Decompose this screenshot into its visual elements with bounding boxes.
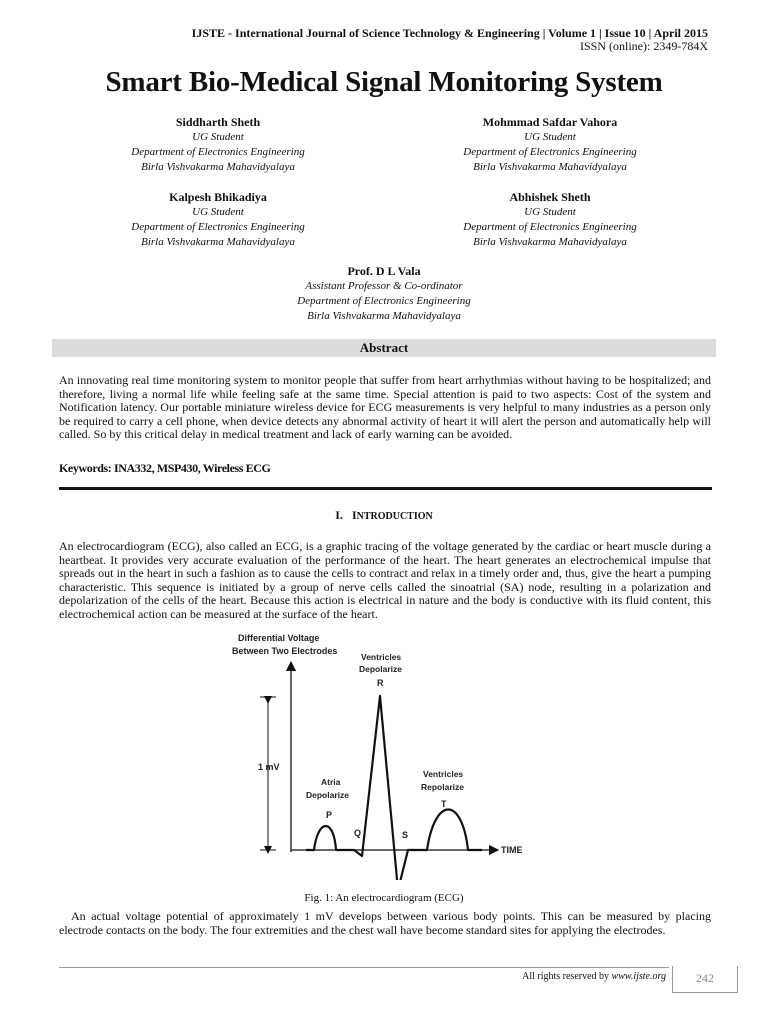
issn: ISSN (online): 2349-784X bbox=[580, 39, 708, 53]
author-inst: Birla Vishvakarma Mahavidyalaya bbox=[307, 310, 461, 322]
paper-title: Smart Bio-Medical Signal Monitoring System bbox=[105, 66, 663, 98]
author-dept: Department of Electronics Engineering bbox=[131, 221, 305, 233]
section-title-rest: NTRODUCTION bbox=[356, 511, 433, 522]
author-name: Abhishek Sheth bbox=[509, 190, 591, 204]
journal-header bbox=[192, 27, 708, 53]
author-inst: Birla Vishvakarma Mahavidyalaya bbox=[141, 236, 295, 248]
author-inst: Birla Vishvakarma Mahavidyalaya bbox=[473, 161, 627, 173]
section-divider bbox=[59, 487, 712, 490]
q-wave-label: Q bbox=[354, 828, 362, 838]
journal-line: IJSTE - International Journal of Science Technology & Engineering | Volume 1 | Issue 10 | April 2015 bbox=[191, 26, 708, 40]
rights-text: All rights reserved by bbox=[522, 971, 612, 982]
y-label-line1: Differential Voltage bbox=[238, 633, 320, 643]
author-role: UG Student bbox=[192, 131, 244, 143]
x-label: TIME bbox=[501, 845, 523, 855]
abstract-heading: Abstract bbox=[52, 339, 716, 357]
author-role: Assistant Professor & Co-ordinator bbox=[305, 280, 463, 292]
ecg-figure bbox=[230, 628, 530, 880]
author-name: Siddharth Sheth bbox=[175, 115, 261, 129]
intro-paragraph: An electrocardiogram (ECG), also called an ECG, is a graphic tracing of the voltage generated by the cardiac or heart muscle during a heartbeat. It provides very accurate evaluation of the performance of the heart. The heart generates an electrochemical impulse that spreads out in the heart in such a fashion as to cause the cells to contract and relax in a timely order and, thus, give the heart a pumping characteristic. This sequence is initiated by a group of nerve cells called the sinoatrial (SA) node, resulting in a polarization and depolarization of the cells of the heart. Because this action is electrical in nature and the body is conductive with its fluid content, this electrochemical action can be measured at the surface of the heart. bbox=[59, 539, 711, 621]
author-name: Mohmmad Safdar Vahora bbox=[482, 115, 618, 129]
section-number: I. bbox=[335, 508, 343, 522]
section-heading bbox=[0, 508, 768, 523]
author-block bbox=[400, 190, 700, 250]
author-block bbox=[234, 264, 534, 324]
s-wave-label: S bbox=[402, 830, 409, 840]
ventricles-depolarize-label-2: Depolarize bbox=[359, 664, 402, 674]
keywords: Keywords: INA332, MSP430, Wireless ECG bbox=[59, 461, 271, 475]
site-link[interactable]: www.ijste.org bbox=[611, 971, 666, 982]
author-dept: Department of Electronics Engineering bbox=[463, 146, 637, 158]
author-inst: Birla Vishvakarma Mahavidyalaya bbox=[473, 236, 627, 248]
figure-caption: Fig. 1: An electrocardiogram (ECG) bbox=[304, 892, 464, 904]
footer-rule bbox=[59, 967, 669, 968]
footer-rights bbox=[522, 971, 666, 982]
second-paragraph: An actual voltage potential of approximately 1 mV develops between various body points. This can be measured by placing electrode contacts on the body. The four extremities and the chest wall have become standard sites for applying the electrodes. bbox=[59, 909, 711, 937]
ventricles-repolarize-label-1: Ventricles bbox=[423, 769, 464, 779]
p-wave-label: P bbox=[326, 810, 333, 820]
author-inst: Birla Vishvakarma Mahavidyalaya bbox=[141, 161, 295, 173]
t-wave-label: T bbox=[441, 799, 447, 809]
author-role: UG Student bbox=[524, 206, 576, 218]
author-role: UG Student bbox=[192, 206, 244, 218]
author-dept: Department of Electronics Engineering bbox=[463, 221, 637, 233]
author-block bbox=[68, 115, 368, 175]
ventricles-repolarize-label-2: Repolarize bbox=[421, 782, 464, 792]
author-name: Prof. D L Vala bbox=[347, 264, 421, 278]
author-block bbox=[68, 190, 368, 250]
author-dept: Department of Electronics Engineering bbox=[131, 146, 305, 158]
scale-label: 1 mV bbox=[258, 762, 280, 772]
author-dept: Department of Electronics Engineering bbox=[297, 295, 471, 307]
page-number: 242 bbox=[672, 966, 738, 993]
abstract-text: An innovating real time monitoring system to monitor people that suffer from heart arrhythmias without having to be hospitalized; and therefore, living a normal life while feeling safe at the same time. Special attention is paid to two aspects: Cost of the system and Notification latency. Our portable miniature wireless device for ECG measurements is very helpful to many industries as a person only be required to carry a cell phone, when device detects any abnormal activity of heart it will alert the person and automatically help will called. So by this critical delay in medical treatment and lack of early warning can be avoided. bbox=[59, 373, 711, 442]
author-name: Kalpesh Bhikadiya bbox=[169, 190, 267, 204]
r-wave-label: R bbox=[377, 678, 384, 688]
ventricles-depolarize-label-1: Ventricles bbox=[361, 652, 402, 662]
author-block bbox=[400, 115, 700, 175]
atria-depolarize-label-2: Depolarize bbox=[306, 790, 349, 800]
atria-depolarize-label-1: Atria bbox=[321, 777, 341, 787]
author-role: UG Student bbox=[524, 131, 576, 143]
section-first-letter: I bbox=[351, 508, 357, 522]
y-label-line2: Between Two Electrodes bbox=[232, 646, 338, 656]
